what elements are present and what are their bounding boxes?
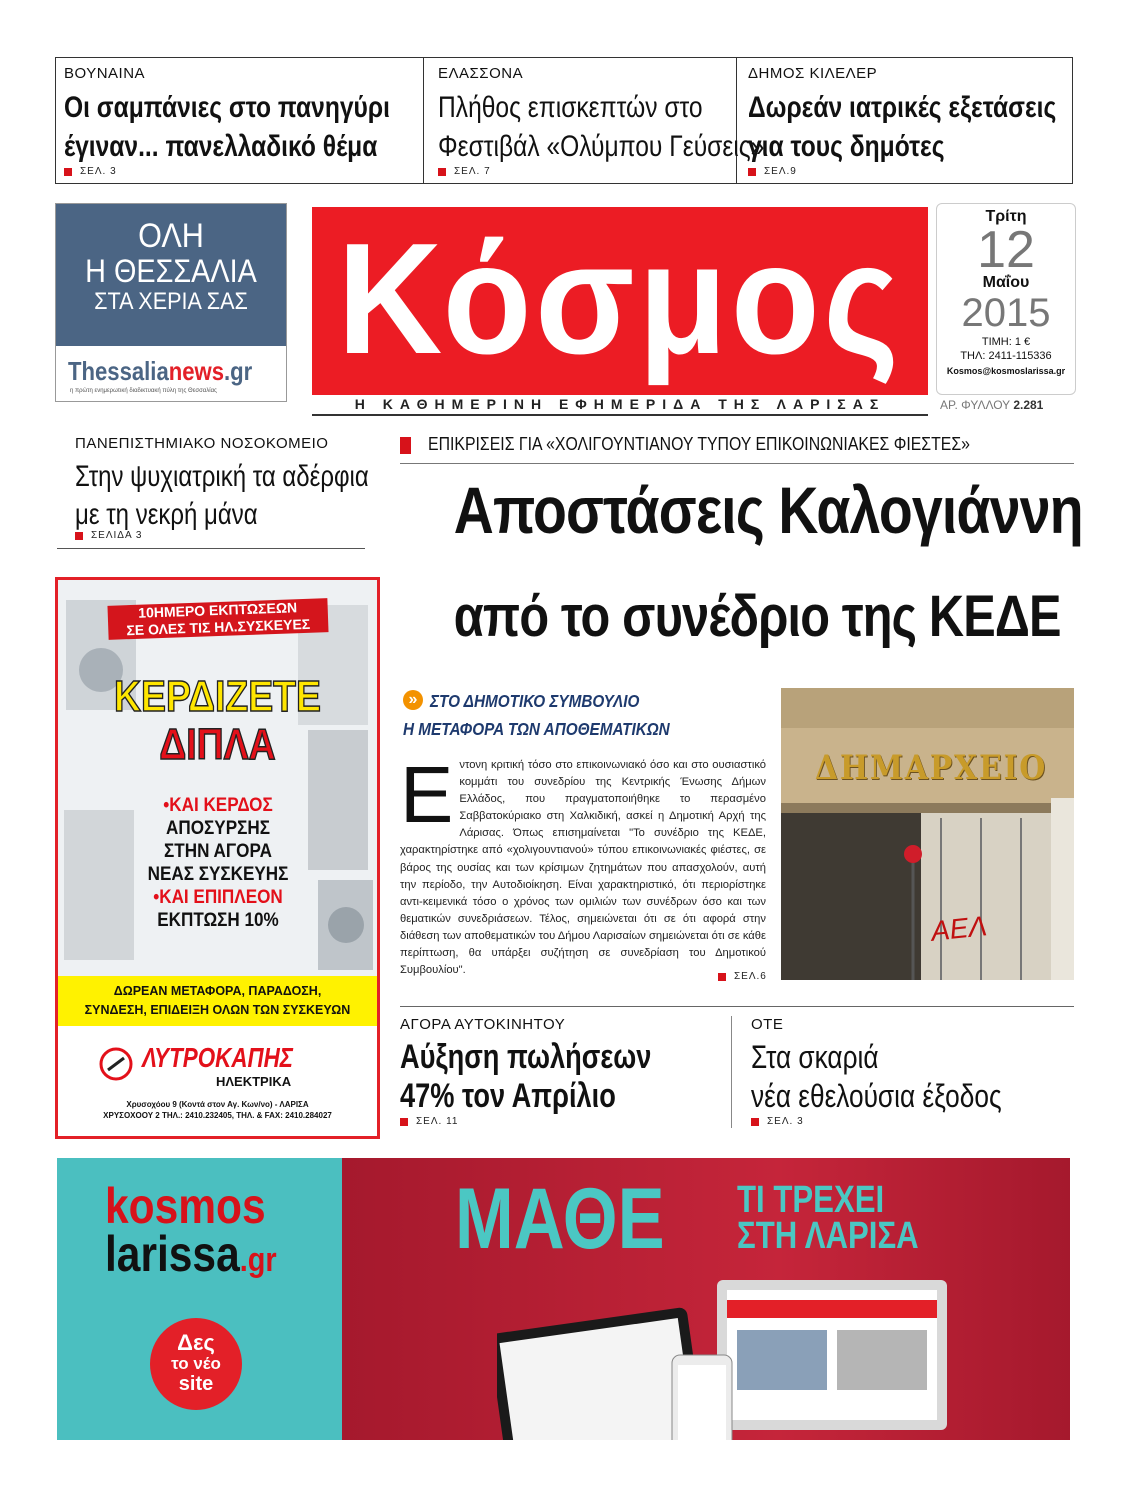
- thessalianews-logo: Thessalianews.gr: [68, 356, 253, 386]
- masthead-tagline: Η ΚΑΘΗΜΕΡΙΝΗ ΕΦΗΜΕΡΙΔΑ ΤΗΣ ΛΑΡΙΣΑΣ: [354, 396, 886, 412]
- city-hall-photo: [781, 688, 1074, 980]
- divider: [57, 548, 365, 549]
- devices-illustration: [497, 1260, 957, 1440]
- story-kicker: ΕΛΑΣΣΟΝΑ: [438, 65, 524, 82]
- photo-sign: ΔΗΜΑΡΧΕΙΟ: [814, 748, 1048, 788]
- divider: [400, 1006, 1074, 1007]
- ad-line-2: Η ΘΕΣΣΑΛΙΑ: [85, 253, 257, 289]
- brand-name: ΛΥΤΡΟΚΑΠΗΣ: [142, 1042, 294, 1073]
- date-box: [936, 203, 1076, 395]
- top-story-1[interactable]: [55, 57, 424, 184]
- new-site-badge[interactable]: Δες το νέο site: [150, 1318, 242, 1410]
- appliance-ad[interactable]: [55, 577, 380, 1139]
- lead-body-text: ντονη κριτική τόσο στο επικοινωνιακό όσο και στο ουσιαστικό κομμάτι του συνεδρίου της Κεντρικής Ένωσης Δήμων Ελλάδος, που πραγματοποιήθηκε το περασμένο Σαββατοκύριακο στη Χαλκιδική, ασκεί η Δημοτική Αρχή της Λάρισας. Όπως επισημαίνεται "Το συνέδριο της ΚΕΔΕ, χαρακτηρίστηκε από «χολιγουντιανού» τύπου επικοινωνιακές φιέστες, σε βάρος της ουσίας και των κρίσιμων ζητημάτων που απασχολούν, αυτή την περίοδο, την Αυτοδιοίκηση. Είναι χαρακτηριστικό, ότι περιορίστηκε αντι-κειμενικά τόσο ο χρόνος των ομιλιών των συνέδρων όσο και των θεματικών συνεδριάσεων. Τέλος, σημειώνεται ότι σε ότι αφορά στην διάθεση των αποθεματικών του Δήμου Λαρισαίων σημειώνεται ότι σε κάθε περίπτωση, θα υπάρξει συζήτηση σε συνεδρίαση του Δημοτικού Συμβουλίου".: [400, 759, 766, 977]
- story-kicker: ΔΗΜΟΣ ΚΙΛΕΛΕΡ: [748, 65, 878, 82]
- newspaper-title: Κόσμος: [337, 211, 903, 387]
- year: 2015: [961, 291, 1051, 335]
- car-kicker: ΑΓΟΡΑ ΑΥΤΟΚΙΝΗΤΟΥ: [400, 1016, 566, 1033]
- kosmos-logo: kosmos larissa.gr: [105, 1178, 277, 1282]
- lead-body: [400, 750, 766, 979]
- story-headline: Οι σαμπάνιες στο πανηγύρι έγιναν... πανελλαδικό θέμα: [64, 91, 390, 163]
- column-divider: [731, 1016, 732, 1128]
- kosmoslarissa-banner[interactable]: [57, 1158, 1070, 1440]
- ad-address: Χρυσοχόου 9 (Κοντά στον Αγ. Κων/νο) - ΛΑΡΙΣΑ ΧΡΥΣΟΧΟΟΥ 2 ΤΗΛ.: 2410.232405, ΤΗΛ. & FAX: 2410.284027: [103, 1100, 332, 1120]
- ad-win-2: ΔΙΠΛΑ: [159, 720, 276, 769]
- thessalianews-ad[interactable]: [55, 203, 287, 402]
- email[interactable]: Kosmos@kosmoslarissa.gr: [946, 366, 1066, 376]
- phone: ΤΗΛ: 2411-115336: [960, 350, 1052, 362]
- flame-icon: [98, 1046, 134, 1082]
- page-reference: ΣΕΛ. 3: [751, 1116, 804, 1127]
- ad-line-3: ΣΤΑ ΧΕΡΙΑ ΣΑΣ: [94, 288, 248, 315]
- thessalianews-banner: [56, 204, 286, 346]
- lead-headline[interactable]: Αποστάσεις Καλογιάννη: [453, 473, 1083, 547]
- divider: [312, 414, 928, 416]
- page-reference: ΣΕΛ. 7: [438, 166, 491, 177]
- lead-subhead-2: Η ΜΕΤΑΦΟΡΑ ΤΩΝ ΑΠΟΘΕΜΑΤΙΚΩΝ: [403, 719, 670, 739]
- photo-graffiti: ΑΕΛ: [929, 910, 989, 947]
- story-headline: Πλήθος επισκεπτών στο Φεστιβάλ «Ολύμπου Γεύσεις»: [438, 91, 765, 163]
- lytrokapis-logo: [98, 1040, 348, 1090]
- masthead: [312, 207, 928, 395]
- car-headline[interactable]: Αύξηση πωλήσεων 47% τον Απρίλιο: [400, 1038, 652, 1115]
- weekday: Τρίτη: [985, 208, 1027, 225]
- page-reference: ΣΕΛ. 3: [64, 166, 117, 177]
- ad-line-1: ΟΛΗ: [138, 217, 204, 255]
- page-reference: ΣΕΛ.6: [718, 971, 767, 982]
- issue-number: ΑΡ. ΦΥΛΛΟΥ 2.281: [940, 398, 1044, 412]
- page-reference: ΣΕΛΙΔΑ 3: [75, 530, 142, 541]
- thessalianews-subline: η πρώτη ενημερωτική διαδικτυακή πύλη της Θεσσαλίας: [70, 388, 217, 394]
- lead-subheadline[interactable]: από το συνέδριο της ΚΕΔΕ: [453, 584, 1061, 649]
- story-kicker: ΒΟΥΝΑΙΝΑ: [64, 65, 146, 82]
- hospital-kicker: ΠΑΝΕΠΙΣΤΗΜΙΑΚΟ ΝΟΣΟΚΟΜΕΙΟ: [75, 435, 329, 452]
- dropcap: Ε: [400, 750, 454, 839]
- free-delivery-band: ΔΩΡΕΑΝ ΜΕΤΑΦΟΡΑ, ΠΑΡΑΔΟΣΗ, ΣΥΝΔΕΣΗ, ΕΠΙΔΕΙΞΗ ΟΛΩΝ ΤΩΝ ΣΥΣΚΕΥΩΝ: [58, 976, 377, 1026]
- slogan-mathe: ΜΑΘΕ: [455, 1171, 665, 1267]
- ad-benefits: •ΚΑΙ ΚΕΡΔΟΣ ΑΠΟΣΥΡΣΗΣ ΣΤΗΝ ΑΓΟΡΑ ΝΕΑΣ ΣΥΣΚΕΥΗΣ •ΚΑΙ ΕΠΙΠΛΕΟΝ ΕΚΠΤΩΣΗ 10%: [147, 795, 289, 931]
- slogan-tromeni: ΤΙ ΤΡΕΧΕΙ ΣΤΗ ΛΑΡΙΣΑ: [737, 1179, 919, 1257]
- brand-sub: ΗΛΕΚΤΡΙΚΑ: [216, 1074, 292, 1089]
- day: 12: [977, 221, 1035, 279]
- ote-headline[interactable]: Στα σκαριά νέα εθελούσια έξοδος: [751, 1039, 1002, 1114]
- top-story-2[interactable]: [422, 57, 765, 184]
- month: Μαΐου: [982, 274, 1030, 291]
- ad-win-1: ΚΕΡΔΙΖΕΤΕ: [113, 672, 321, 721]
- hospital-headline[interactable]: Στην ψυχιατρική τα αδέρφια με τη νεκρή μάνα: [75, 460, 369, 531]
- city-hall-image: [781, 688, 1074, 980]
- lead-kicker: ΕΠΙΚΡΙΣΕΙΣ ΓΙΑ «ΧΟΛΙΓΟΥΝΤΙΑΝΟΥ ΤΥΠΟΥ ΕΠΙΚΟΙΝΩΝΙΑΚΕΣ ΦΙΕΣΤΕΣ»: [428, 434, 970, 454]
- promo-ribbon: 10ΗΜΕΡΟ ΕΚΠΤΩΣΕΩΝ ΣΕ ΟΛΕΣ ΤΙΣ ΗΛ.ΣΥΣΚΕΥΕΣ: [107, 598, 328, 640]
- top-story-3[interactable]: [736, 57, 1073, 184]
- story-headline: Δωρεάν ιατρικές εξετάσεις για τους δημότες: [748, 91, 1057, 163]
- subhead-arrow-icon: »: [403, 690, 423, 710]
- ote-kicker: ΟΤΕ: [751, 1016, 784, 1033]
- page-reference: ΣΕΛ.9: [748, 166, 797, 177]
- page-reference: ΣΕΛ. 11: [400, 1116, 458, 1127]
- lead-kicker-rule: [400, 463, 1074, 464]
- price: ΤΙΜΗ: 1 €: [981, 336, 1031, 348]
- lead-kicker-bar: [400, 437, 411, 454]
- lead-subhead: ΣΤΟ ΔΗΜΟΤΙΚΟ ΣΥΜΒΟΥΛΙΟ: [430, 691, 640, 711]
